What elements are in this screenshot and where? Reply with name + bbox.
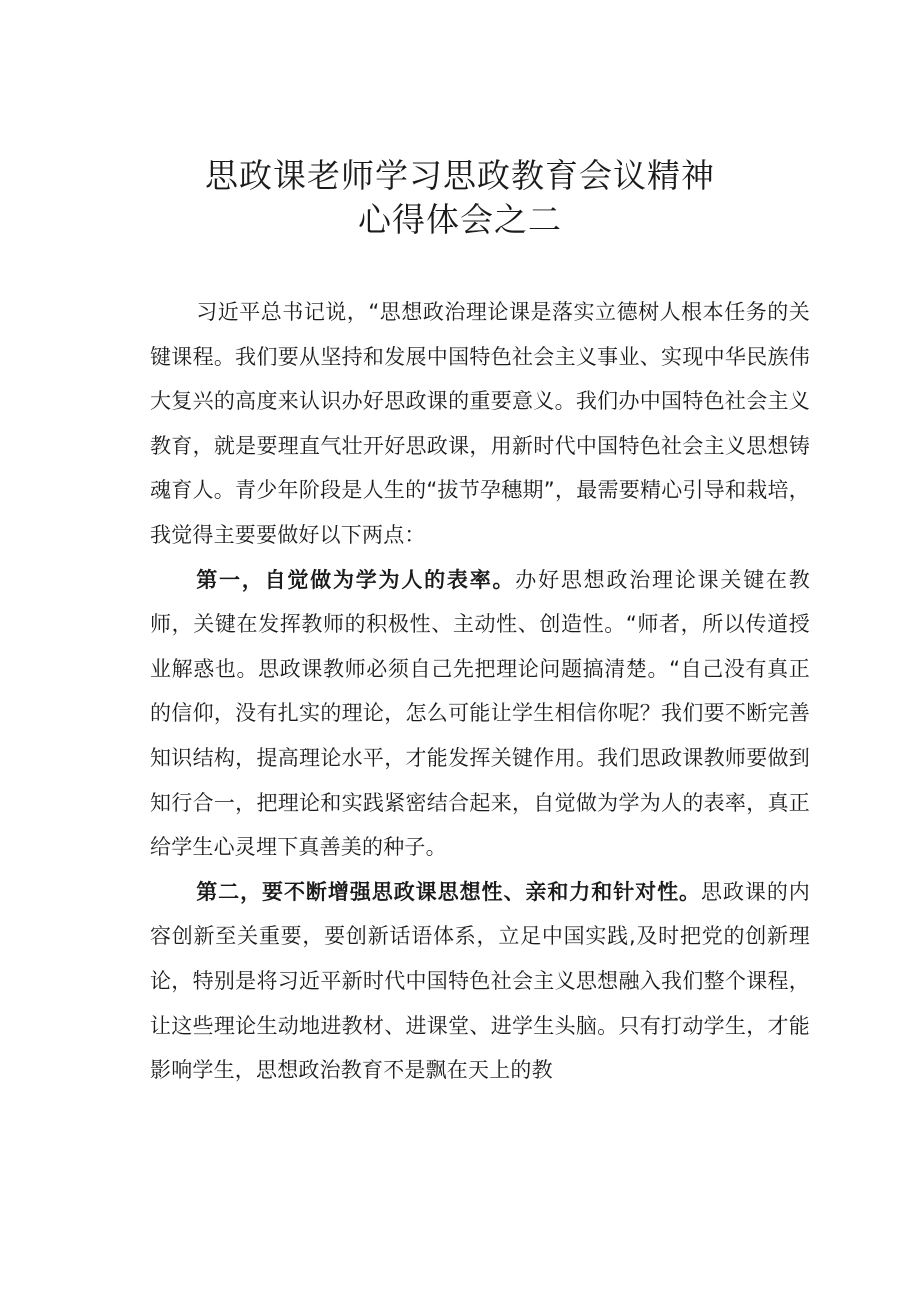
paragraph-lead-heading: 第二，要不断增强思政课思想性、亲和力和针对性。: [196, 879, 701, 904]
paragraph-point-one: [150, 558, 810, 870]
paragraph-intro: [150, 290, 810, 558]
paragraph-text: 思政课的内容创新至关重要，要创新话语体系，立足中国实践,及时把党的创新理论，特别是将习近平新时代中国特色社会主义思想融入我们整个课程，让这些理论生动地进教材、进课堂、进学生头脑。只有打动学生，才能影响学生，思想政治教育不是飘在天上的教: [150, 879, 810, 1083]
document-title-line-1: 思政课老师学习思政教育会议精神: [205, 156, 715, 195]
paragraph-point-two: [150, 870, 810, 1093]
document-title-line-2: 心得体会之二: [358, 200, 562, 239]
paragraph-lead-heading: 第一，自觉做为学为人的表率。: [196, 567, 516, 592]
paragraph-text: 办好思想政治理论课关键在教师，关键在发挥教师的积极性、主动性、创造性。“师者，所以传道授业解惑也。思政课教师必须自己先把理论问题搞清楚。“自己没有真正的信仰，没有扎实的理论，怎么可能让学生相信你呢？我们要不断完善知识结构，提高理论水平，才能发挥关键作用。我们思政课教师要做到知行合一，把理论和实践紧密结合起来，自觉做为学为人的表率，真正给学生心灵埋下真善美的种子。: [150, 567, 810, 860]
document-body: [150, 290, 810, 1093]
paragraph-text: 习近平总书记说，“思想政治理论课是落实立德树人根本任务的关键课程。我们要从坚持和发展中国特色社会主义事业、实现中华民族伟大复兴的高度来认识办好思政课的重要意义。我们办中国特色社会主义教育，就是要理直气壮开好思政课，用新时代中国特色社会主义思想铸魂育人。青少年阶段是人生的“拔节孕穗期”，最需要精心引导和栽培，我觉得主要要做好以下两点：: [150, 300, 810, 547]
